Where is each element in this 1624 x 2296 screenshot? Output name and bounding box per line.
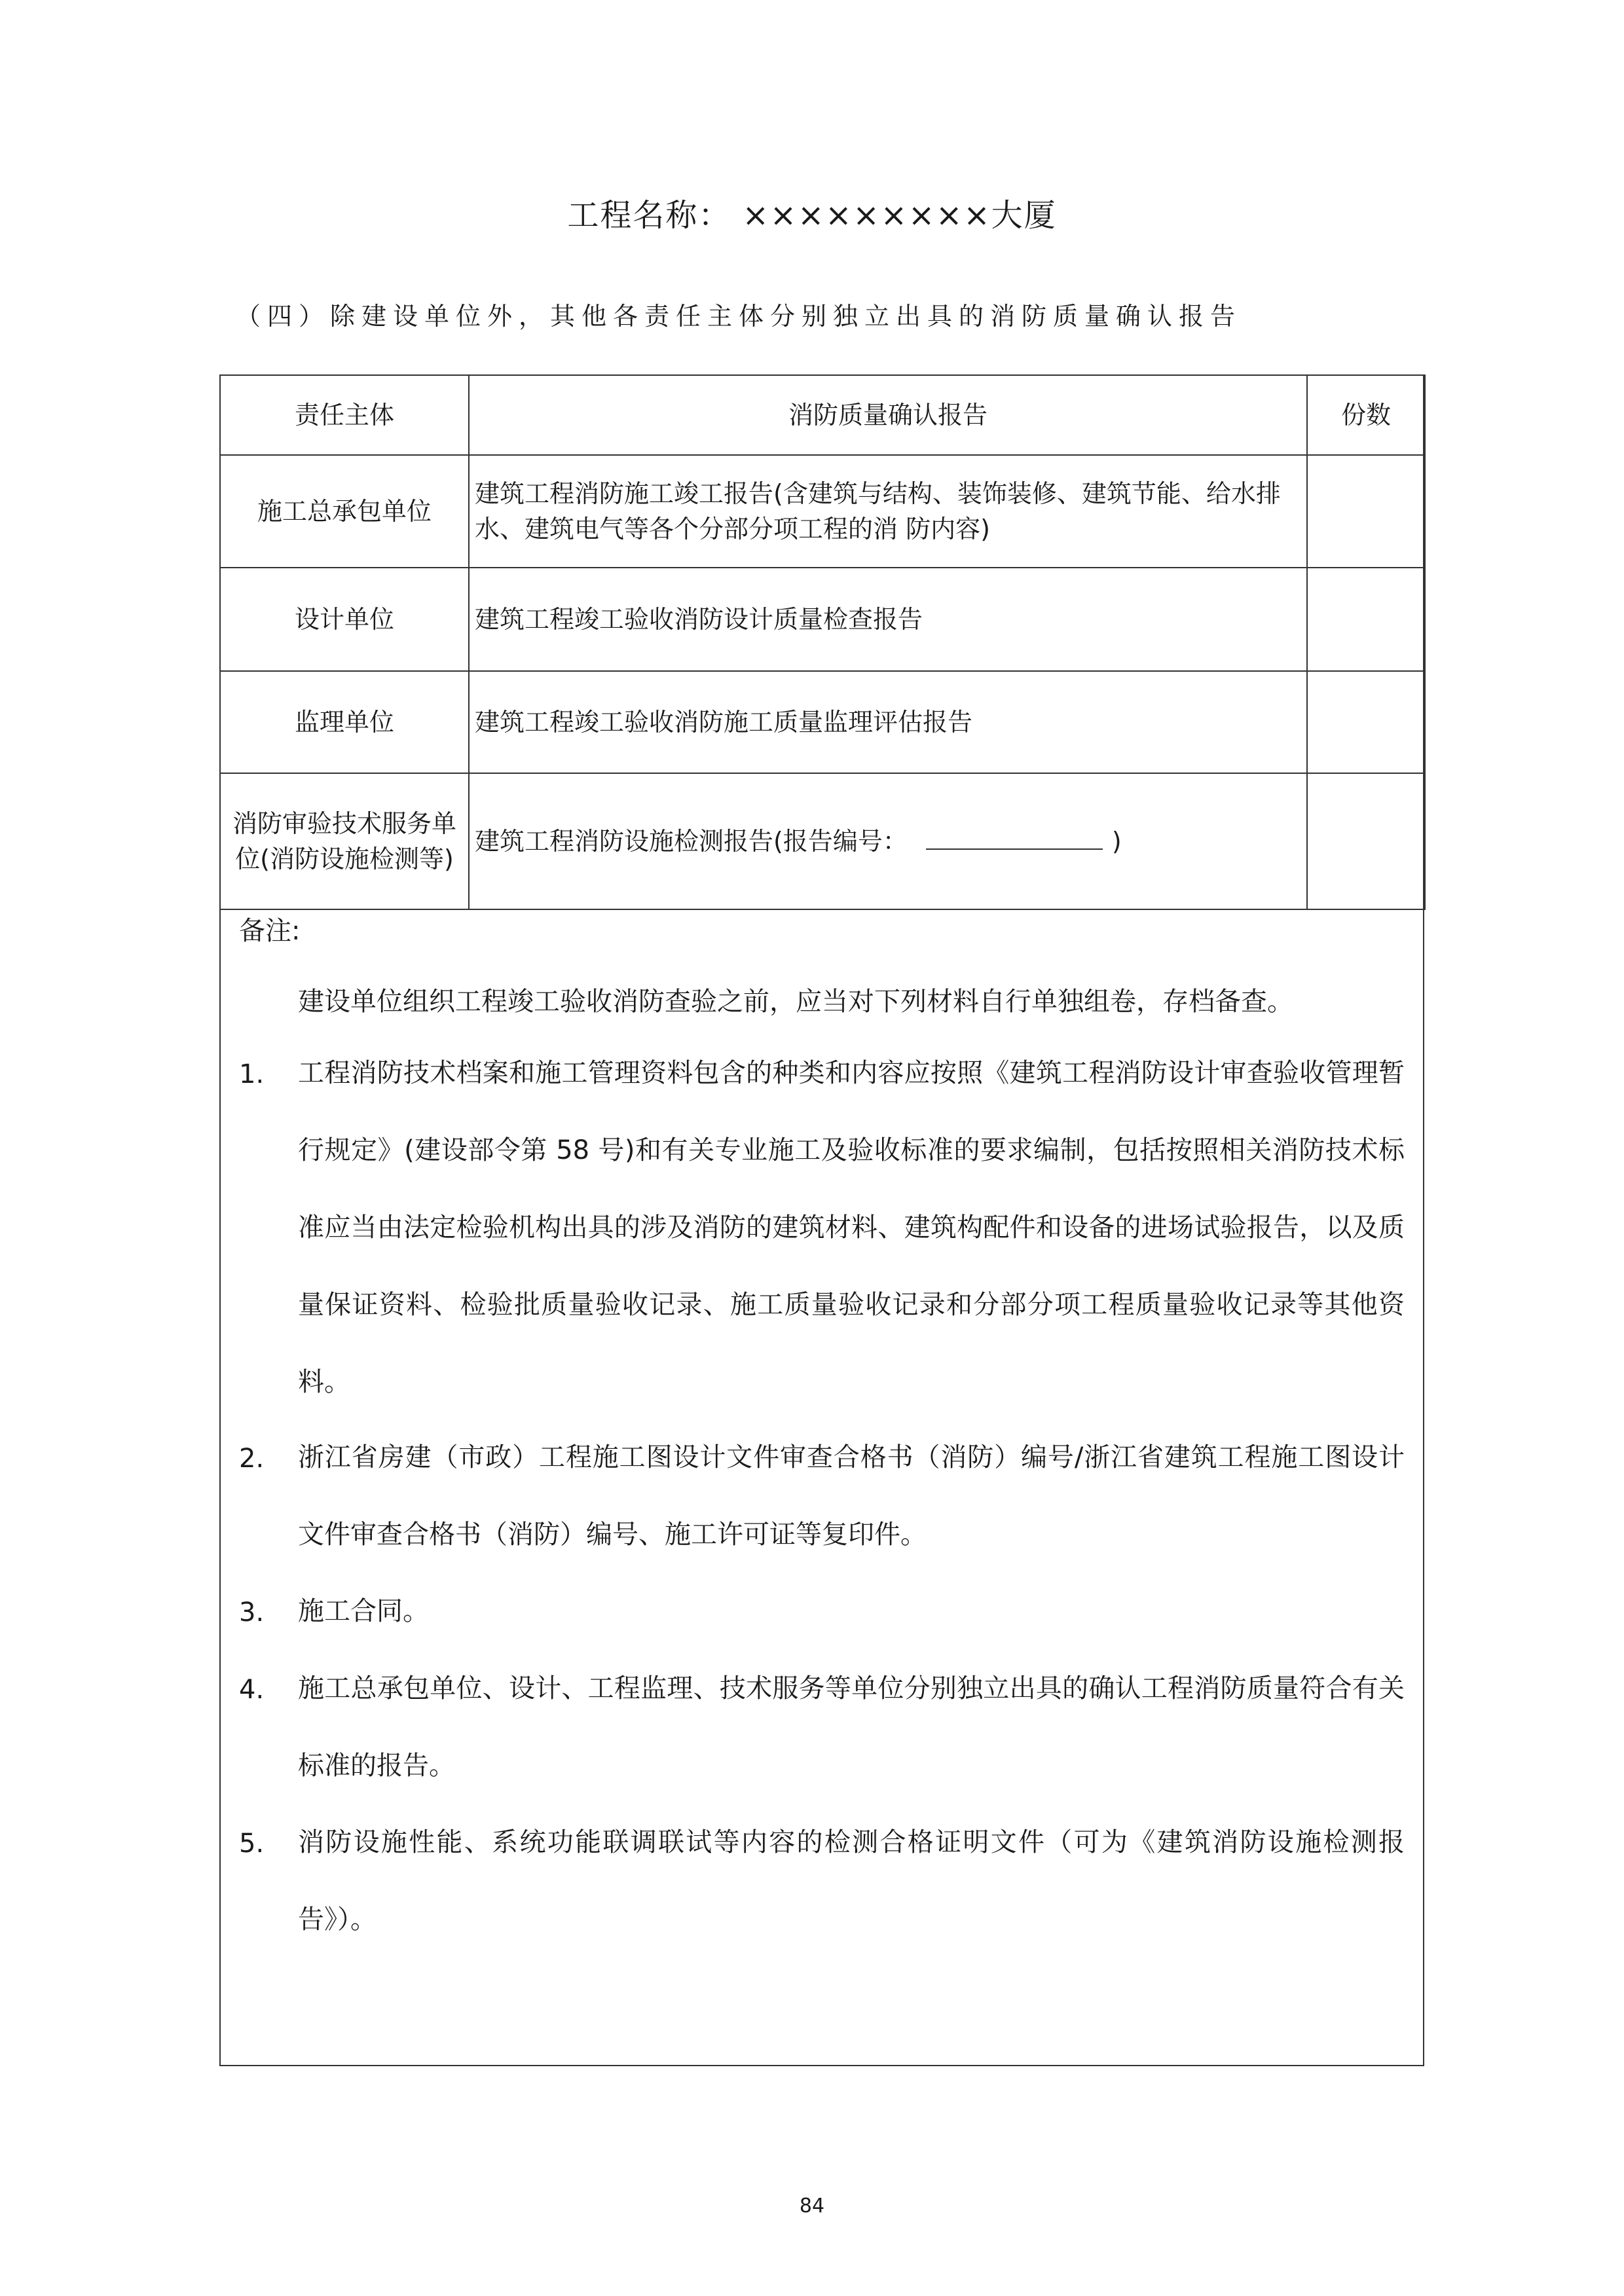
row-report: 建筑工程消防施工竣工报告(含建筑与结构、装饰装修、建筑节能、给水排水、建筑电气等各个分部分项工程的消 防内容) [469, 455, 1307, 568]
header-subject: 责任主体 [220, 375, 469, 455]
header-count: 份数 [1307, 375, 1425, 455]
notes-label: 备注: [239, 916, 301, 946]
report-number-prefix: 建筑工程消防设施检测报告(报告编号： [475, 827, 908, 856]
note-number: 3. [239, 1597, 265, 1628]
page-number: 84 [799, 2195, 825, 2217]
row-report: 建筑工程竣工验收消防施工质量监理评估报告 [469, 671, 1307, 773]
note-text: 浙江省房建（市政）工程施工图设计文件审查合格书（消防）编号/浙江省建筑工程施工图设计文件审查合格书（消防）编号、施工许可证等复印件。 [298, 1442, 1405, 1550]
note-text: 工程消防技术档案和施工管理资料包含的种类和内容应按照《建筑工程消防设计审查验收管理暂行规定》(建设部令第 58 号)和有关专业施工及验收标准的要求编制，包括按照相关消防技术标准应当由法定检验机构出具的涉及消防的建筑材料、建筑构配件和设备的进场试验报告，以及质量保证资料、检验批质量验收记录、施工质量验收记录和分部分项工程质量验收记录等其他资料。 [298, 1058, 1405, 1397]
row-subject: 监理单位 [220, 671, 469, 773]
row-report: 建筑工程竣工验收消防设计质量检查报告 [469, 568, 1307, 671]
note-number: 5. [239, 1829, 265, 1859]
header-report: 消防质量确认报告 [469, 375, 1307, 455]
row-subject: 施工总承包单位 [220, 455, 469, 568]
project-title: 工程名称： ×××××××××大厦 [567, 197, 1057, 234]
row-report [469, 773, 1307, 909]
notes-intro: 建设单位组织工程竣工验收消防查验之前，应当对下列材料自行单独组卷，存档备查。 [298, 987, 1293, 1017]
note-number: 2. [239, 1444, 265, 1474]
note-number: 4. [239, 1675, 265, 1705]
note-text: 消防设施性能、系统功能联调联试等内容的检测合格证明文件（可为《建筑消防设施检测报告》）。 [298, 1827, 1405, 1935]
table-row [220, 568, 1425, 671]
table-row [220, 773, 1425, 909]
note-number: 1. [239, 1059, 265, 1089]
table-row [220, 671, 1425, 773]
table-row [220, 455, 1425, 568]
row-subject: 设计单位 [220, 568, 469, 671]
row-count [1307, 455, 1425, 568]
row-count [1307, 671, 1425, 773]
report-number-blank [926, 825, 1103, 850]
row-count [1307, 568, 1425, 671]
row-count [1307, 773, 1425, 909]
note-text: 施工总承包单位、设计、工程监理、技术服务等单位分别独立出具的确认工程消防质量符合有关标准的报告。 [298, 1673, 1405, 1781]
note-text: 施工合同。 [298, 1596, 429, 1626]
row-subject: 消防审验技术服务单位(消防设施检测等) [220, 773, 469, 909]
report-number-suffix: ) [1111, 827, 1122, 856]
table-header-row [220, 375, 1425, 455]
section-subtitle: （四）除建设单位外，其他各责任主体分别独立出具的消防质量确认报告 [236, 302, 1242, 331]
report-table [219, 374, 1426, 910]
